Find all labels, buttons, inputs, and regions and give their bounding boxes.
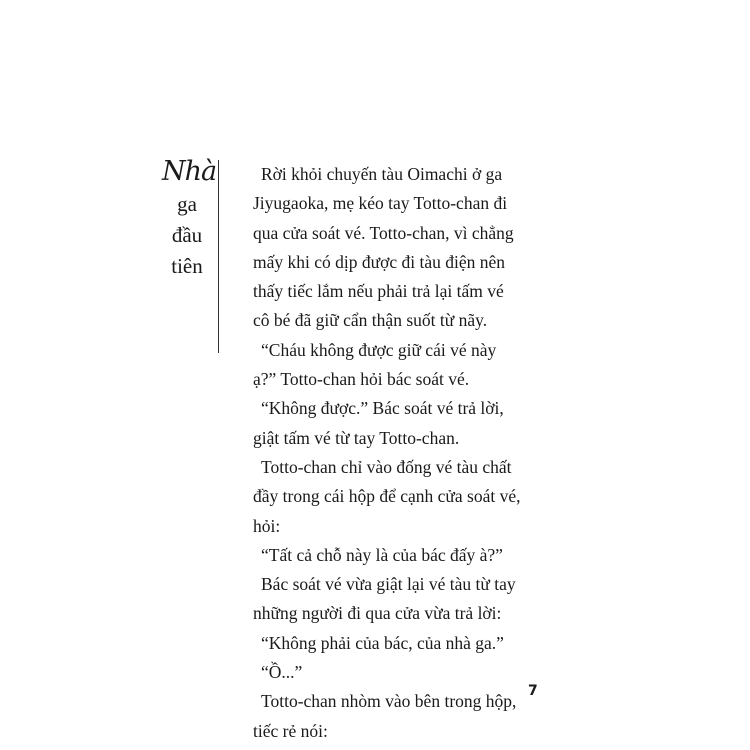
text-line: mấy khi có dịp được đi tàu điện nên [253, 251, 506, 272]
text-line: ạ?” Totto-chan hỏi bác soát vé. [253, 369, 470, 390]
text-line: “Không được.” Bác soát vé trả lời, [261, 398, 504, 419]
text-line: Bác soát vé vừa giật lại vé tàu từ tay [261, 574, 516, 595]
text-line: qua cửa soát vé. Totto-chan, vì chẳng [253, 222, 514, 243]
text-line: Jiyugaoka, mẹ kéo tay Totto-chan đi [253, 193, 508, 214]
chapter-title-word: ga [177, 192, 197, 216]
text-line: những người đi qua cửa vừa trả lời: [253, 603, 502, 624]
chapter-title [162, 155, 217, 282]
text-line: Totto-chan nhòm vào bên trong hộp, [261, 691, 517, 712]
chapter-title-word: tiên [171, 254, 203, 278]
text-line: hỏi: [253, 515, 281, 536]
text-line: giật tấm vé từ tay Totto-chan. [253, 427, 460, 448]
body-text [253, 160, 573, 746]
text-line: “Tất cả chỗ này là của bác đấy à?” [261, 544, 503, 565]
page-number: 7 [528, 683, 538, 699]
chapter-title-word: Nhà [162, 156, 217, 187]
text-line: Totto-chan chỉ vào đống vé tàu chất [261, 456, 512, 477]
title-divider [218, 160, 219, 353]
chapter-title-word: đầu [171, 223, 203, 247]
text-line: “Cháu không được giữ cái vé này [261, 339, 497, 360]
text-line: thấy tiếc lắm nếu phải trả lại tấm vé [253, 281, 504, 302]
text-line: tiếc rẻ nói: [253, 720, 328, 741]
text-line: “Không phải của bác, của nhà ga.” [261, 632, 504, 653]
text-line: Rời khỏi chuyến tàu Oimachi ở ga [261, 164, 503, 184]
text-line: cô bé đã giữ cẩn thận suốt từ nãy. [253, 310, 488, 331]
text-line: “Ồ...” [261, 662, 303, 683]
text-line: đầy trong cái hộp để cạnh cửa soát vé, [253, 486, 521, 507]
